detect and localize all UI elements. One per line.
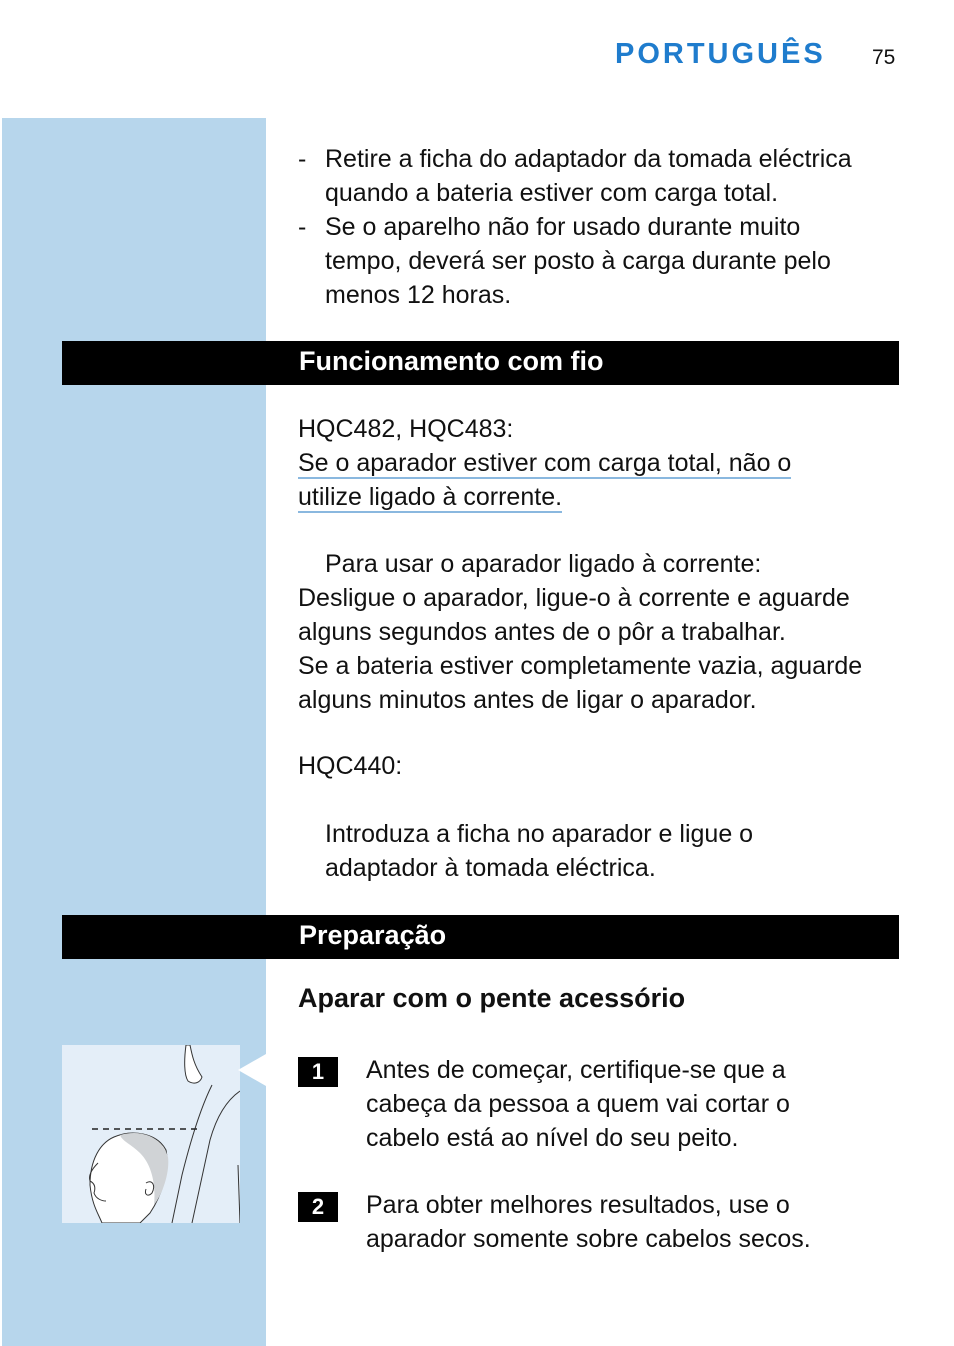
step-heading-text: Para usar o aparador ligado à corrente: — [325, 550, 762, 578]
step-item — [298, 1188, 898, 1256]
section-title: Funcionamento com fio — [299, 346, 604, 376]
step-line: cabeça da pessoa a quem vai cortar o — [366, 1090, 790, 1118]
section-header-preparation — [62, 915, 899, 959]
instruction — [298, 817, 908, 885]
bullet-item — [298, 210, 908, 312]
models-b-label: HQC440: — [298, 752, 403, 780]
bullet-dash: - — [298, 145, 307, 173]
bullet-list — [298, 142, 908, 312]
step-line: Para obter melhores resultados, use o — [366, 1191, 790, 1219]
instruction-line: Introduza a ficha no aparador e ligue o — [325, 820, 754, 848]
step-item — [298, 1053, 898, 1155]
paragraph-line: alguns minutos antes de ligar o aparador. — [298, 686, 757, 714]
bullet-line: menos 12 horas. — [325, 281, 512, 309]
paragraph-line: Se a bateria estiver completamente vazia, aguarde — [298, 652, 863, 680]
step-number: 2 — [298, 1192, 338, 1222]
section-header-corded — [62, 341, 899, 385]
subheading: Aparar com o pente acessório — [298, 983, 686, 1013]
step-line: Antes de começar, certifique-se que a — [366, 1056, 786, 1084]
pointer-arrow-icon — [238, 1050, 268, 1090]
paragraph — [298, 581, 908, 717]
note-line: utilize ligado à corrente. — [298, 483, 563, 511]
step-line: aparador somente sobre cabelos secos. — [366, 1225, 811, 1253]
section-title: Preparação — [299, 920, 447, 950]
paragraph-line: Desligue o aparador, ligue-o à corrente e aguarde — [298, 584, 850, 612]
step-number: 1 — [298, 1057, 338, 1087]
note-line: Se o aparador estiver com carga total, não o — [298, 449, 792, 477]
instruction-line: adaptador à tomada eléctrica. — [325, 854, 656, 882]
step-heading — [298, 547, 908, 581]
bullet-dash: - — [298, 213, 307, 241]
paragraph-line: alguns segundos antes de o pôr a trabalhar. — [298, 618, 786, 646]
step-line: cabelo está ao nível do seu peito. — [366, 1124, 739, 1152]
page-number: 75 — [872, 46, 896, 69]
bullet-line: quando a bateria estiver com carga total. — [325, 179, 779, 207]
page-language-header: PORTUGUÊS — [615, 38, 826, 70]
person-head-illustration — [62, 1045, 240, 1223]
bullet-line: tempo, deverá ser posto à carga durante pelo — [325, 247, 831, 275]
illustration-haircut — [62, 1045, 240, 1223]
bullet-line: Retire a ficha do adaptador da tomada eléctrica — [325, 145, 852, 173]
bullet-item — [298, 142, 908, 210]
note-text — [298, 446, 908, 514]
models-a-label: HQC482, HQC483: — [298, 415, 514, 443]
bullet-line: Se o aparelho não for usado durante muito — [325, 213, 801, 241]
